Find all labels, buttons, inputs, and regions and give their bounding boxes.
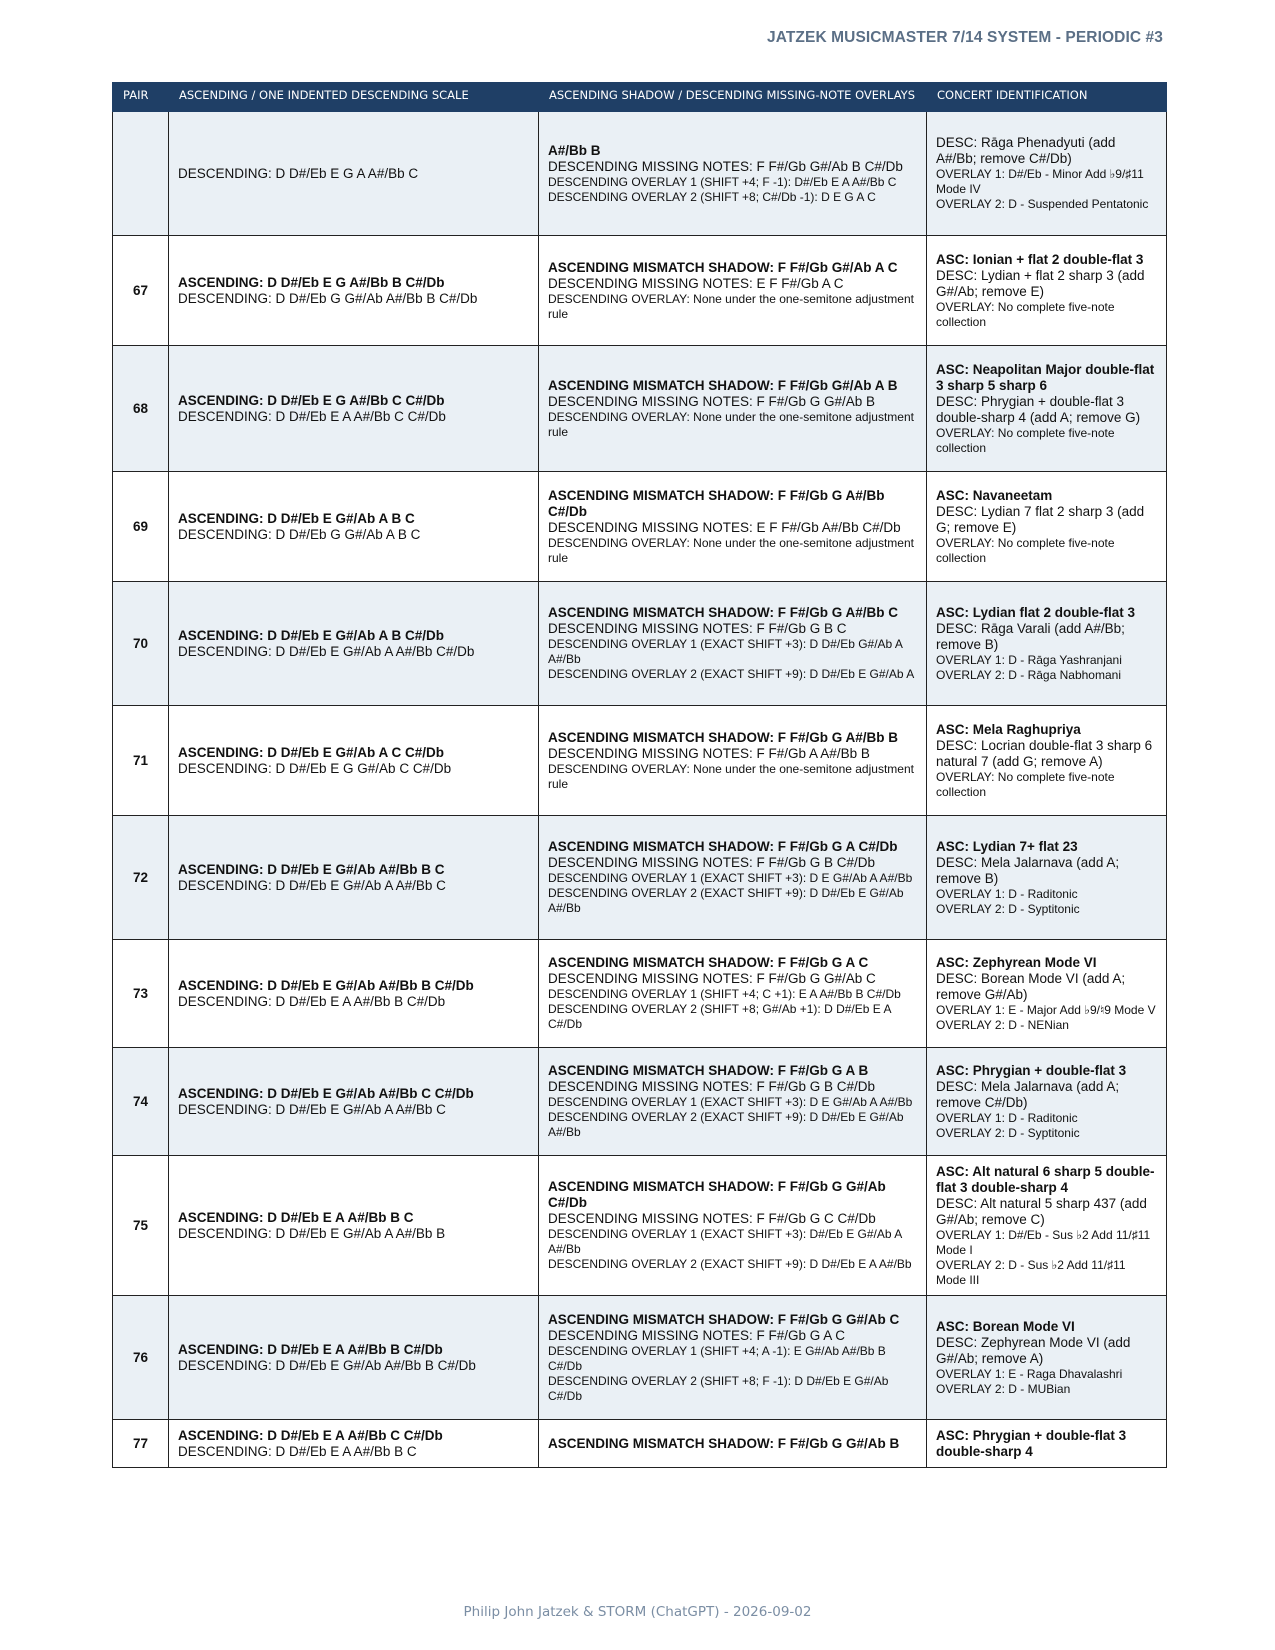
shadow-line: ASCENDING MISMATCH SHADOW: F F#/Gb G#/Ab A B xyxy=(548,377,898,393)
table-row xyxy=(113,346,1167,472)
shadow-line: ASCENDING MISMATCH SHADOW: F F#/Gb G G#/Ab B xyxy=(548,1435,900,1451)
concert-line: ASC: Phrygian + double-flat 3 double-sharp 4 xyxy=(936,1427,1127,1459)
shadow-line: DESCENDING OVERLAY 2 (EXACT SHIFT +9): D D#/Eb E A A#/Bb xyxy=(548,1257,912,1271)
shadow-line: DESCENDING OVERLAY: None under the one-semitone adjustment rule xyxy=(548,409,914,439)
concert-line: ASC: Alt natural 6 sharp 5 double-flat 3 double-sharp 4 xyxy=(936,1163,1155,1195)
pair-number-cell: 69 xyxy=(113,472,169,582)
scale-line: DESCENDING: D D#/Eb E G#/Ab A A#/Bb C xyxy=(178,1101,446,1117)
scale-cell xyxy=(169,346,539,472)
scale-cell xyxy=(169,1296,539,1420)
pair-number-cell: 72 xyxy=(113,816,169,940)
concert-line: DESC: Alt natural 5 sharp 437 (add G#/Ab; remove C) xyxy=(936,1195,1147,1227)
scale-line: DESCENDING: D D#/Eb E G#/Ab A#/Bb B C#/Db xyxy=(178,1357,476,1373)
pair-number-cell: 68 xyxy=(113,346,169,472)
concert-line: DESC: Lydian + flat 2 sharp 3 (add G#/Ab; remove E) xyxy=(936,267,1145,299)
shadow-cell xyxy=(539,346,927,472)
scale-cell xyxy=(169,816,539,940)
shadow-line: ASCENDING MISMATCH SHADOW: F F#/Gb G A#/Bb C#/Db xyxy=(548,487,885,519)
concert-line: ASC: Mela Raghupriya xyxy=(936,721,1081,737)
concert-line: OVERLAY 2: D - MUBian xyxy=(936,1381,1071,1396)
scale-line: DESCENDING: D D#/Eb E G#/Ab A A#/Bb C#/Db xyxy=(178,643,475,659)
shadow-line: ASCENDING MISMATCH SHADOW: F F#/Gb G A C#/Db xyxy=(548,839,898,854)
scale-line: DESCENDING: D D#/Eb E G#/Ab A A#/Bb C xyxy=(178,877,446,893)
scale-line: DESCENDING: D D#/Eb E A A#/Bb C C#/Db xyxy=(178,408,446,424)
shadow-line: DESCENDING MISSING NOTES: F F#/Gb G G#/Ab B xyxy=(548,393,876,409)
table-header-row xyxy=(113,83,1167,112)
table-row xyxy=(113,472,1167,582)
concert-line: DESC: Rāga Varali (add A#/Bb; remove B) xyxy=(936,620,1125,652)
concert-line: OVERLAY 1: D#/Eb - Minor Add ♭9/♯11 Mode IV xyxy=(936,167,1144,196)
shadow-line: ASCENDING MISMATCH SHADOW: F F#/Gb G A C xyxy=(548,955,869,970)
shadow-cell xyxy=(539,706,927,816)
concert-line: ASC: Neapolitan Major double-flat 3 sharp 5 sharp 6 xyxy=(936,361,1155,393)
concert-line: ASC: Ionian + flat 2 double-flat 3 xyxy=(936,251,1144,267)
column-header-concert: CONCERT IDENTIFICATION xyxy=(927,83,1167,112)
shadow-line: DESCENDING MISSING NOTES: F F#/Gb G#/Ab B C#/Db xyxy=(548,158,903,174)
concert-cell xyxy=(927,346,1167,472)
shadow-line: DESCENDING MISSING NOTES: F F#/Gb G C C#/Db xyxy=(548,1211,876,1226)
scale-cell xyxy=(169,472,539,582)
shadow-line: DESCENDING OVERLAY 2 (SHIFT +8; G#/Ab +1): D D#/Eb E A C#/Db xyxy=(548,1002,891,1031)
pair-number-cell xyxy=(113,112,169,236)
shadow-line: DESCENDING MISSING NOTES: F F#/Gb A A#/Bb B xyxy=(548,745,870,761)
scale-cell xyxy=(169,940,539,1048)
table-row xyxy=(113,940,1167,1048)
shadow-line: DESCENDING MISSING NOTES: F F#/Gb G B C#/Db xyxy=(548,855,876,870)
shadow-line: DESCENDING OVERLAY: None under the one-semitone adjustment rule xyxy=(548,761,914,791)
table-row xyxy=(113,816,1167,940)
shadow-cell xyxy=(539,472,927,582)
pair-number-cell: 74 xyxy=(113,1048,169,1156)
shadow-line: DESCENDING OVERLAY: None under the one-semitone adjustment rule xyxy=(548,291,914,321)
scale-line: ASCENDING: D D#/Eb E A A#/Bb B C#/Db xyxy=(178,1341,443,1357)
concert-line: OVERLAY: No complete five-note collection xyxy=(936,769,1115,799)
concert-cell xyxy=(927,706,1167,816)
scale-line: ASCENDING: D D#/Eb E G A#/Bb B C#/Db xyxy=(178,274,445,290)
concert-line: OVERLAY 2: D - Suspended Pentatonic xyxy=(936,197,1149,211)
concert-line: DESC: Rāga Phenadyuti (add A#/Bb; remove C#/Db) xyxy=(936,135,1116,166)
shadow-cell xyxy=(539,940,927,1048)
scale-line: DESCENDING: D D#/Eb E G G#/Ab C C#/Db xyxy=(178,760,452,776)
concert-cell xyxy=(927,940,1167,1048)
scale-line: ASCENDING: D D#/Eb E G#/Ab A C C#/Db xyxy=(178,744,445,760)
concert-line: OVERLAY 1: D#/Eb - Sus ♭2 Add 11/♯11 Mode I xyxy=(936,1227,1151,1257)
concert-line: OVERLAY 1: E - Major Add ♭9/♮9 Mode V xyxy=(936,1002,1156,1017)
scales-table xyxy=(112,82,1167,1468)
shadow-line: DESCENDING MISSING NOTES: E F F#/Gb A#/Bb C#/Db xyxy=(548,519,901,535)
concert-line: DESC: Mela Jalarnava (add A; remove C#/Db) xyxy=(936,1078,1120,1110)
concert-line: OVERLAY 1: D - Raditonic xyxy=(936,1110,1078,1125)
concert-line: DESC: Lydian 7 flat 2 sharp 3 (add G; remove E) xyxy=(936,503,1145,535)
shadow-cell xyxy=(539,112,927,236)
scale-cell xyxy=(169,1048,539,1156)
concert-line: DESC: Borean Mode VI (add A; remove G#/Ab) xyxy=(936,970,1126,1002)
shadow-line: DESCENDING MISSING NOTES: F F#/Gb G A C xyxy=(548,1327,846,1343)
shadow-line: DESCENDING OVERLAY 2 (EXACT SHIFT +9): D D#/Eb E G#/Ab A xyxy=(548,667,915,681)
table-row xyxy=(113,1156,1167,1296)
concert-line: DESC: Zephyrean Mode VI (add G#/Ab; remove A) xyxy=(936,1334,1131,1366)
concert-line: OVERLAY: No complete five-note collection xyxy=(936,535,1115,565)
scale-line: DESCENDING: D D#/Eb E A A#/Bb B C#/Db xyxy=(178,993,446,1009)
shadow-line: DESCENDING OVERLAY 1 (EXACT SHIFT +3): D E G#/Ab A A#/Bb xyxy=(548,1095,913,1109)
pair-number-cell: 77 xyxy=(113,1420,169,1468)
concert-cell xyxy=(927,236,1167,346)
shadow-line: ASCENDING MISMATCH SHADOW: F F#/Gb G G#/Ab C#/Db xyxy=(548,1179,886,1210)
shadow-line: DESCENDING OVERLAY 2 (EXACT SHIFT +9): D D#/Eb E G#/Ab A#/Bb xyxy=(548,886,904,915)
concert-line: ASC: Lydian 7+ flat 23 xyxy=(936,838,1078,854)
shadow-cell xyxy=(539,816,927,940)
concert-line: OVERLAY: No complete five-note collection xyxy=(936,425,1115,455)
pair-number-cell: 70 xyxy=(113,582,169,706)
table-row xyxy=(113,112,1167,236)
shadow-line: DESCENDING OVERLAY 1 (EXACT SHIFT +3): D E G#/Ab A A#/Bb xyxy=(548,871,913,885)
shadow-line: DESCENDING OVERLAY 1 (SHIFT +4; F -1): D#/Eb E A A#/Bb C xyxy=(548,174,897,189)
shadow-line: ASCENDING MISMATCH SHADOW: F F#/Gb G#/Ab A C xyxy=(548,259,898,275)
column-header-shadow: ASCENDING SHADOW / DESCENDING MISSING-NOTE OVERLAYS xyxy=(539,83,927,112)
shadow-line: DESCENDING OVERLAY 2 (SHIFT +8; F -1): D D#/Eb E G#/Ab C#/Db xyxy=(548,1373,889,1403)
scale-line: DESCENDING: D D#/Eb E G A A#/Bb C xyxy=(178,165,419,181)
shadow-line: A#/Bb B xyxy=(548,142,601,158)
concert-line: OVERLAY 2: D - Sus ♭2 Add 11/♯11 Mode III xyxy=(936,1257,1126,1287)
scale-cell xyxy=(169,112,539,236)
page-header-title: JATZEK MUSICMASTER 7/14 SYSTEM - PERIODIC #3 xyxy=(767,29,1163,46)
scale-line: DESCENDING: D D#/Eb E A A#/Bb B C xyxy=(178,1443,417,1459)
scale-line: ASCENDING: D D#/Eb E A A#/Bb B C xyxy=(178,1209,414,1225)
scale-cell xyxy=(169,706,539,816)
concert-cell xyxy=(927,582,1167,706)
scale-line: ASCENDING: D D#/Eb E G#/Ab A#/Bb C C#/Db xyxy=(178,1085,474,1101)
concert-line: ASC: Navaneetam xyxy=(936,487,1053,503)
table-row xyxy=(113,1420,1167,1468)
scale-cell xyxy=(169,582,539,706)
shadow-line: DESCENDING MISSING NOTES: F F#/Gb G G#/Ab C xyxy=(548,971,876,986)
concert-line: OVERLAY 2: D - Syptitonic xyxy=(936,901,1080,916)
concert-cell xyxy=(927,472,1167,582)
scale-cell xyxy=(169,1156,539,1296)
concert-line: ASC: Lydian flat 2 double-flat 3 xyxy=(936,604,1136,620)
table-row xyxy=(113,582,1167,706)
scale-line: ASCENDING: D D#/Eb E G A#/Bb C C#/Db xyxy=(178,392,445,408)
pair-number-cell: 73 xyxy=(113,940,169,1048)
shadow-cell xyxy=(539,1420,927,1468)
shadow-line: ASCENDING MISMATCH SHADOW: F F#/Gb G A B xyxy=(548,1063,869,1078)
scale-line: DESCENDING: D D#/Eb G G#/Ab A#/Bb B C#/Db xyxy=(178,290,478,306)
concert-line: DESC: Locrian double-flat 3 sharp 6 natural 7 (add G; remove A) xyxy=(936,737,1153,769)
scale-line: DESCENDING: D D#/Eb E G#/Ab A A#/Bb B xyxy=(178,1225,446,1241)
concert-line: OVERLAY 2: D - Rāga Nabhomani xyxy=(936,667,1121,682)
column-header-pair: PAIR xyxy=(113,83,169,112)
shadow-cell xyxy=(539,1296,927,1420)
concert-line: OVERLAY 1: E - Raga Dhavalashri xyxy=(936,1366,1123,1381)
pair-number-cell: 76 xyxy=(113,1296,169,1420)
scale-line: ASCENDING: D D#/Eb E A A#/Bb C C#/Db xyxy=(178,1427,443,1443)
shadow-line: ASCENDING MISMATCH SHADOW: F F#/Gb G G#/Ab C xyxy=(548,1311,900,1327)
scale-line: ASCENDING: D D#/Eb E G#/Ab A B C#/Db xyxy=(178,627,445,643)
concert-line: DESC: Mela Jalarnava (add A; remove B) xyxy=(936,854,1120,886)
page-footer: Philip John Jatzek & STORM (ChatGPT) - 2026-09-02 xyxy=(463,1604,812,1620)
concert-line: DESC: Phrygian + double-flat 3 double-sharp 4 (add A; remove G) xyxy=(936,393,1141,425)
concert-line: OVERLAY: No complete five-note collection xyxy=(936,299,1115,329)
shadow-line: DESCENDING OVERLAY 1 (EXACT SHIFT +3): D D#/Eb G#/Ab A A#/Bb xyxy=(548,637,903,666)
concert-cell xyxy=(927,1420,1167,1468)
shadow-line: DESCENDING MISSING NOTES: F F#/Gb G B C#/Db xyxy=(548,1079,876,1094)
concert-cell xyxy=(927,816,1167,940)
shadow-cell xyxy=(539,582,927,706)
concert-line: OVERLAY 2: D - Syptitonic xyxy=(936,1125,1080,1140)
shadow-line: ASCENDING MISMATCH SHADOW: F F#/Gb G A#/Bb C xyxy=(548,605,898,620)
pair-number-cell: 67 xyxy=(113,236,169,346)
scale-line: ASCENDING: D D#/Eb E G#/Ab A B C xyxy=(178,510,415,526)
shadow-cell xyxy=(539,1156,927,1296)
concert-cell xyxy=(927,112,1167,236)
column-header-scale: ASCENDING / ONE INDENTED DESCENDING SCALE xyxy=(169,83,539,112)
shadow-line: DESCENDING MISSING NOTES: E F F#/Gb A C xyxy=(548,275,844,291)
scale-line: DESCENDING: D D#/Eb G G#/Ab A B C xyxy=(178,526,421,542)
scale-cell xyxy=(169,1420,539,1468)
concert-line: ASC: Zephyrean Mode VI xyxy=(936,954,1097,970)
pair-number-cell: 71 xyxy=(113,706,169,816)
concert-line: OVERLAY 2: D - NENian xyxy=(936,1017,1069,1032)
shadow-line: DESCENDING MISSING NOTES: F F#/Gb G B C xyxy=(548,621,847,636)
concert-line: OVERLAY 1: D - Raditonic xyxy=(936,886,1078,901)
concert-cell xyxy=(927,1156,1167,1296)
scale-line: ASCENDING: D D#/Eb E G#/Ab A#/Bb B C#/Db xyxy=(178,977,474,993)
concert-line: ASC: Borean Mode VI xyxy=(936,1318,1075,1334)
table-row xyxy=(113,1048,1167,1156)
concert-cell xyxy=(927,1048,1167,1156)
shadow-cell xyxy=(539,236,927,346)
shadow-line: DESCENDING OVERLAY: None under the one-semitone adjustment rule xyxy=(548,535,914,565)
scale-cell xyxy=(169,236,539,346)
table-body xyxy=(113,112,1167,1468)
table-row xyxy=(113,1296,1167,1420)
shadow-line: DESCENDING OVERLAY 1 (SHIFT +4; A -1): E G#/Ab A#/Bb B C#/Db xyxy=(548,1343,886,1373)
table-row xyxy=(113,706,1167,816)
pair-number-cell: 75 xyxy=(113,1156,169,1296)
shadow-line: DESCENDING OVERLAY 2 (SHIFT +8; C#/Db -1): D E G A C xyxy=(548,189,876,204)
concert-line: ASC: Phrygian + double-flat 3 xyxy=(936,1062,1127,1078)
scale-line: ASCENDING: D D#/Eb E G#/Ab A#/Bb B C xyxy=(178,861,445,877)
shadow-line: DESCENDING OVERLAY 1 (EXACT SHIFT +3): D#/Eb E G#/Ab A A#/Bb xyxy=(548,1227,902,1256)
shadow-line: DESCENDING OVERLAY 2 (EXACT SHIFT +9): D D#/Eb E G#/Ab A#/Bb xyxy=(548,1110,904,1139)
shadow-line: ASCENDING MISMATCH SHADOW: F F#/Gb G A#/Bb B xyxy=(548,729,898,745)
table-row xyxy=(113,236,1167,346)
shadow-cell xyxy=(539,1048,927,1156)
concert-cell xyxy=(927,1296,1167,1420)
concert-line: OVERLAY 1: D - Rāga Yashranjani xyxy=(936,652,1122,667)
shadow-line: DESCENDING OVERLAY 1 (SHIFT +4; C +1): E A A#/Bb B C#/Db xyxy=(548,987,901,1001)
